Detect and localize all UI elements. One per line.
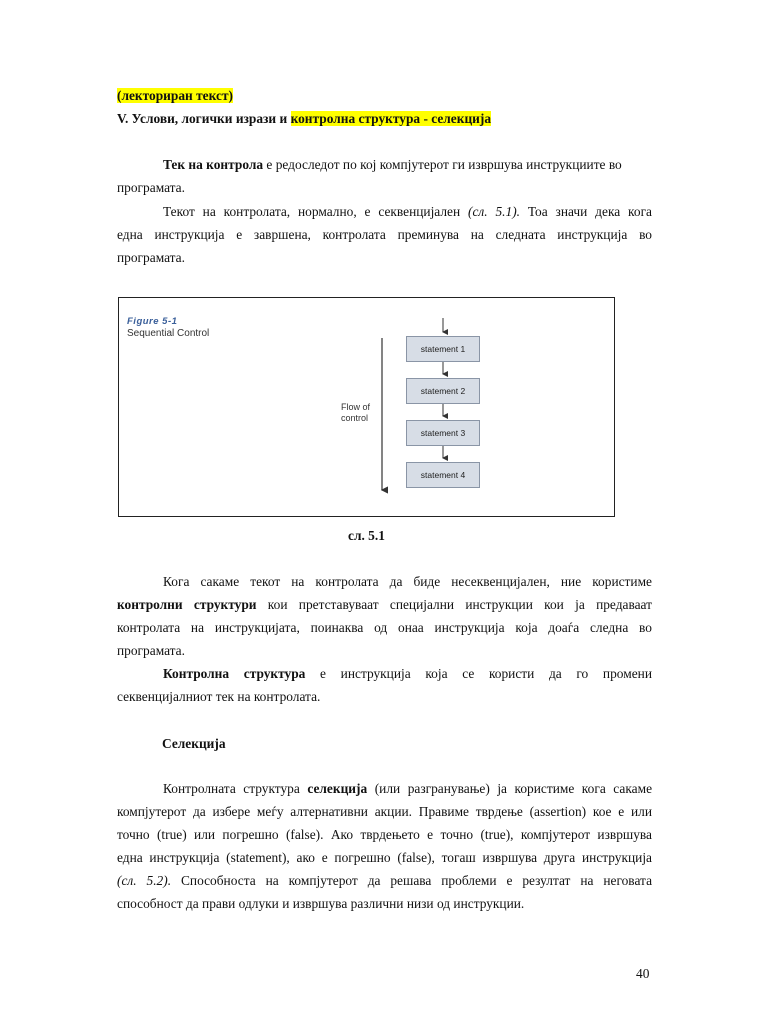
chapter-heading-plain: V. Услови, логички изрази и [117, 111, 291, 126]
chapter-heading [117, 111, 652, 127]
paragraph-5-line-1 [163, 781, 652, 797]
paragraph-4-text: е инструкција која се користи да го промени [305, 666, 652, 681]
paragraph-2-text-b: Тоа значи дека кога [520, 204, 653, 219]
paragraph-5-line-6: способност да прави одлуки и извршува различни низи од инструкции. [117, 896, 525, 911]
paragraph-5-line-5 [117, 873, 652, 889]
flow-of-control-label [341, 402, 370, 424]
paragraph-2-text-a: Текот на контролата, нормално, е секвенцијален [163, 204, 469, 219]
paragraph-5-line-4: една инструкција (statement), ако е погрешно (false), тогаш извршува друга инструкција [117, 850, 652, 865]
statement-1-box: statement 1 [406, 336, 480, 362]
section-heading-text: Селекција [162, 736, 226, 751]
paragraph-3-text: кои претставуваат специјални инструкции кои ја предаваат [256, 597, 652, 612]
paragraph-2-line-3: програмата. [117, 250, 185, 265]
paragraph-3-line-1: Кога сакаме текот на контролата да биде несеквенцијален, ние користиме [163, 574, 652, 589]
paragraph-4-line-2: секвенцијалниот тек на контролата. [117, 689, 321, 704]
figure-caption: сл. 5.1 [348, 528, 385, 543]
paragraph-5-text-a: Контролната структура [163, 781, 308, 796]
paragraph-4-line-1 [163, 666, 652, 682]
paragraph-5-text-b: (или разгранување) ја користиме кога сакаме [367, 781, 653, 796]
paragraph-2-line-1 [163, 204, 652, 220]
flow-label-line-1: Flow of [341, 402, 371, 412]
paragraph-1-line-2: програмата. [117, 180, 185, 195]
statement-3-box: statement 3 [406, 420, 480, 446]
figure-subtitle: Sequential Control [127, 328, 210, 339]
paragraph-5-text-c: Способноста на компјутерот да решава проблеми е резултат на неговата [171, 873, 653, 888]
paragraph-3-line-2 [117, 597, 652, 613]
section-heading-selection [162, 736, 697, 752]
figure-5-1 [118, 297, 615, 517]
proofread-tag-text: (лекториран текст) [117, 88, 233, 103]
statement-2-box: statement 2 [406, 378, 480, 404]
flow-label-line-2: control [341, 413, 369, 423]
paragraph-5-line-3: точно (true) или погрешно (false). Ако тврдењето е точно (true), компјутерот извршува [117, 827, 652, 842]
paragraph-3-line-4: програмата. [117, 643, 185, 658]
figure-reference-5-2: (сл. 5.2). [117, 873, 172, 888]
term-control-flow: Тек на контрола [163, 157, 264, 172]
paragraph-5-line-2: компјутерот да избере меѓу алтернативни акции. Правиме тврдење (assertion) кое е или [117, 804, 652, 819]
paragraph-3-line-3: контролата на инструкцијата, поинаква од онаа инструкција која доаѓа следна во [117, 620, 652, 635]
paragraph-1-line-1 [163, 157, 652, 173]
term-control-structures: контролни структури [117, 597, 257, 612]
page-number: 40 [636, 966, 650, 981]
term-control-structure: Контролна структура [163, 666, 306, 681]
paragraph-1-text: е редоследот по кој компјутерот ги извршува инструкциите во [263, 157, 622, 172]
proofread-tag [117, 88, 652, 104]
term-selection: селекција [307, 781, 368, 796]
statement-4-box: statement 4 [406, 462, 480, 488]
chapter-heading-highlight: контролна структура - селекција [290, 111, 492, 126]
figure-title: Figure 5-1 [127, 316, 178, 327]
paragraph-2-line-2: една инструкција е завршена, контролата преминува на следната инструкција во [117, 227, 652, 242]
figure-reference-5-1: (сл. 5.1). [468, 204, 521, 219]
